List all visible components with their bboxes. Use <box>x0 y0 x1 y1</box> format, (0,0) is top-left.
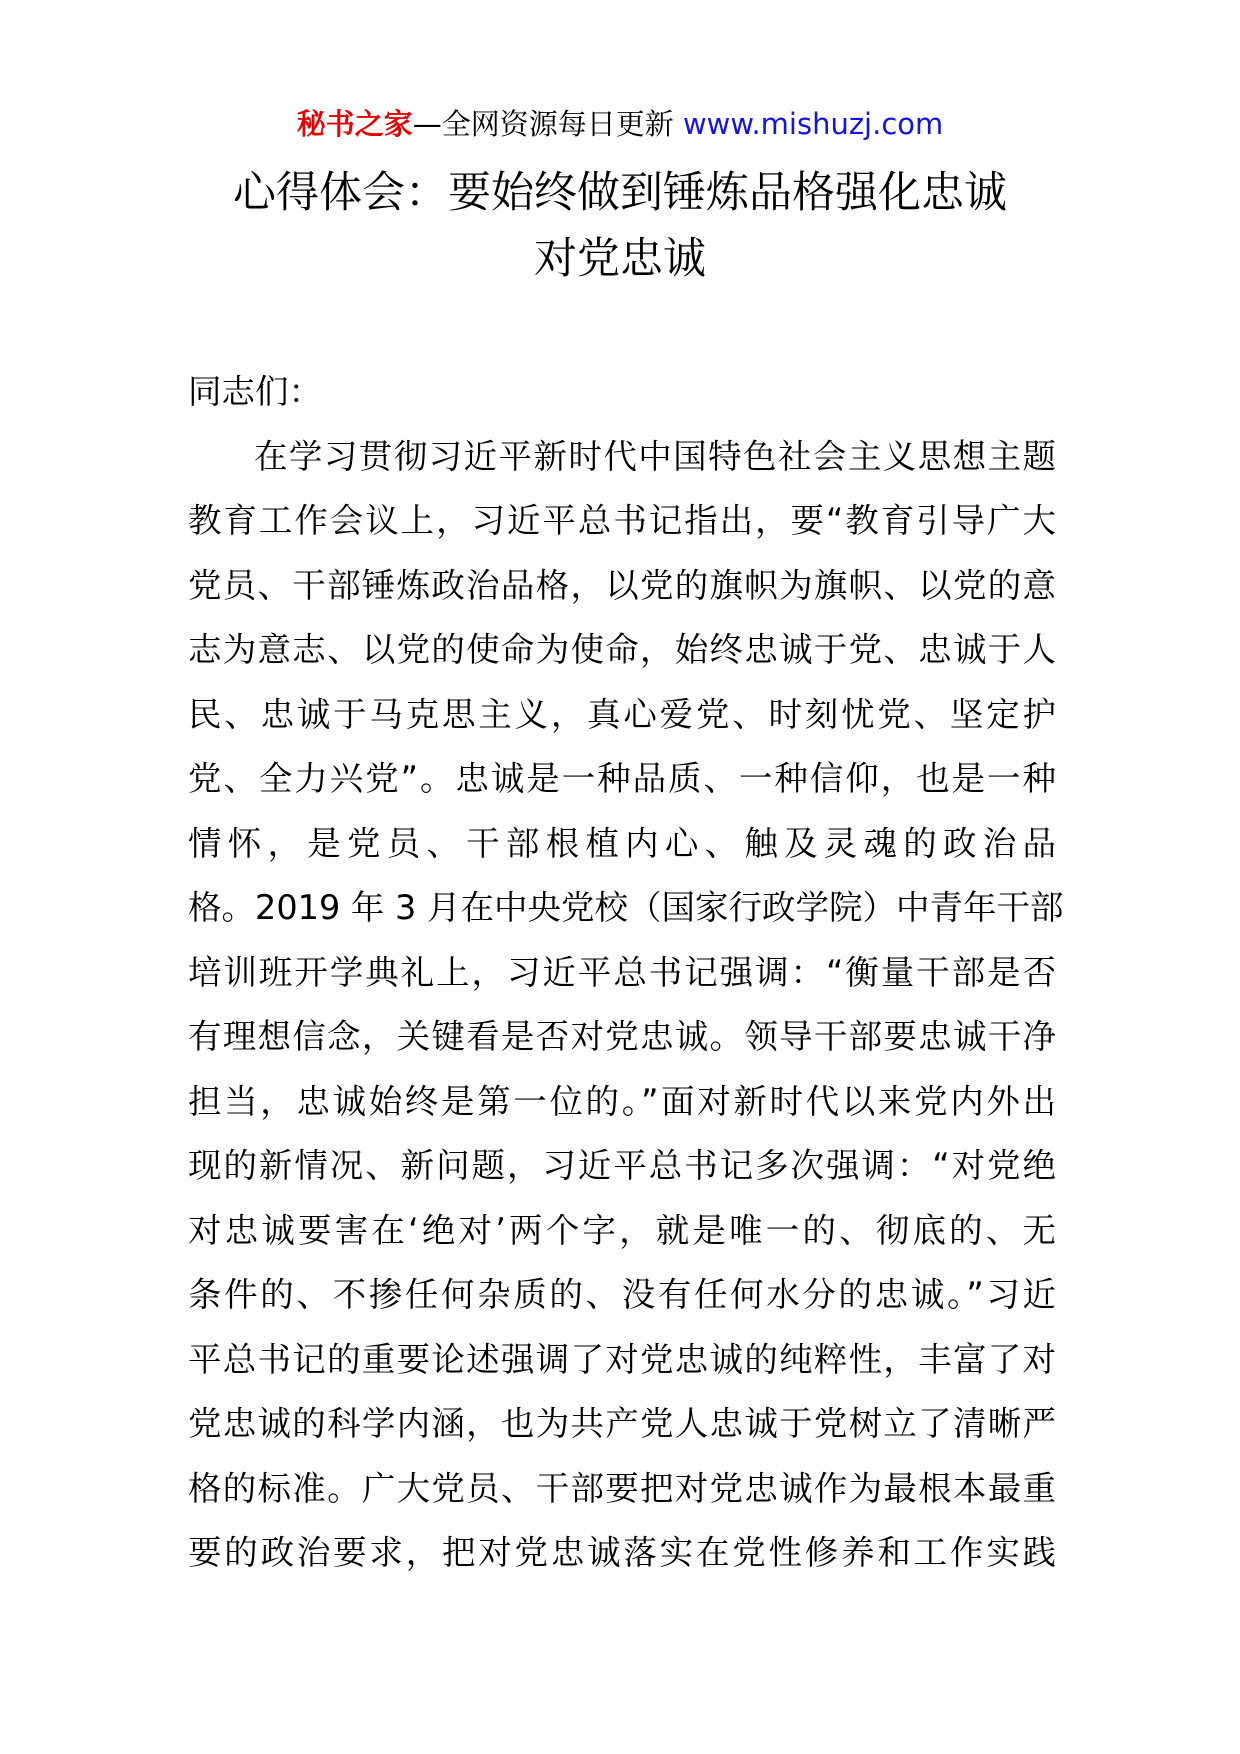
body-line: 平总书记的重要论述强调了对党忠诚的纯粹性，丰富了对 <box>188 1339 1056 1379</box>
body-line: 党忠诚的科学内涵，也为共产党人忠诚于党树立了清晰严 <box>188 1404 1056 1443</box>
body-line: 要的政治要求，把对党忠诚落实在党性修养和工作实践 <box>188 1533 1056 1572</box>
site-header <box>0 104 1240 144</box>
document-body <box>188 360 1064 1586</box>
body-line: 培训班开学典礼上，习近平总书记强调：“衡量干部是否 <box>188 952 1056 992</box>
site-url-link[interactable]: www.mishuzj.com <box>682 107 944 141</box>
body-line: 民、忠诚于马克思主义，真心爱党、时刻忧党、坚定护 <box>188 694 1056 734</box>
site-brand: 秘书之家 <box>296 107 413 141</box>
body-line: 志为意志、以党的使命为使命，始终忠诚于党、忠诚于人 <box>188 630 1056 669</box>
body-line: 情怀，是党员、干部根植内心、触及灵魂的政治品 <box>188 823 1056 863</box>
title-line-2: 对党忠诚 <box>534 234 706 284</box>
body-line: 担当，忠诚始终是第一位的。”面对新时代以来党内外出 <box>188 1081 1056 1121</box>
body-line: 有理想信念，关键看是否对党忠诚。领导干部要忠诚干净 <box>188 1017 1056 1056</box>
document-title <box>150 160 1090 292</box>
body-line: 格的标准。广大党员、干部要把对党忠诚作为最根本最重 <box>188 1468 1056 1508</box>
salutation: 同志们： <box>188 372 322 411</box>
body-line: 对忠诚要害在‘绝对’两个字，就是唯一的、彻底的、无 <box>188 1210 1056 1250</box>
body-line: 条件的、不掺任何杂质的、没有任何水分的忠诚。”习近 <box>188 1275 1056 1314</box>
body-line: 党员、干部锤炼政治品格，以党的旗帜为旗帜、以党的意 <box>188 565 1056 605</box>
body-line: 教育工作会议上，习近平总书记指出，要“教育引导广大 <box>188 501 1056 540</box>
site-tagline: —全网资源每日更新 <box>412 107 683 141</box>
body-line: 党、全力兴党”。忠诚是一种品质、一种信仰，也是一种 <box>188 759 1056 798</box>
title-line-1: 心得体会：要始终做到锤炼品格强化忠诚 <box>233 168 1007 218</box>
body-line: 格。2019 年 3 月在中央党校（国家行政学院）中青年干部 <box>188 888 1064 927</box>
body-line: 现的新情况、新问题，习近平总书记多次强调：“对党绝 <box>188 1146 1056 1185</box>
body-line: 在学习贯彻习近平新时代中国特色社会主义思想主题 <box>254 436 1056 476</box>
